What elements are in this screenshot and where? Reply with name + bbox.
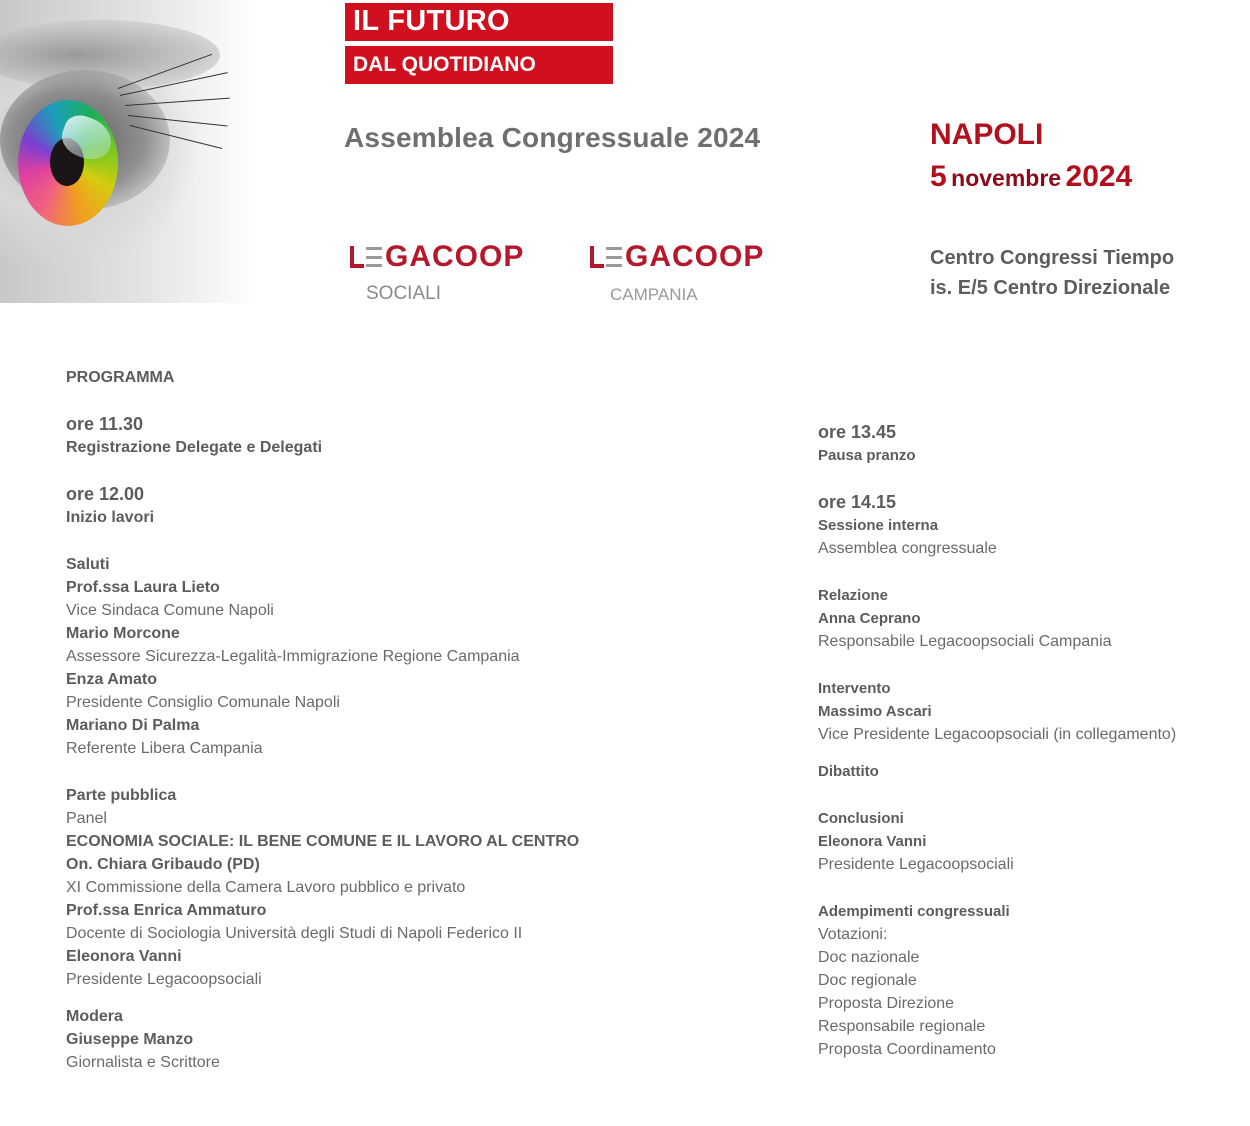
logo-wordmark bbox=[590, 240, 764, 274]
speaker-role: Docente di Sociologia Università degli Studi di Napoli Federico II bbox=[66, 925, 523, 942]
session-sub: Assemblea congressuale bbox=[818, 540, 997, 557]
speaker-name: Massimo Ascari bbox=[818, 703, 932, 720]
speaker-name: Eleonora Vanni bbox=[818, 833, 927, 850]
list-item: Doc nazionale bbox=[818, 949, 920, 966]
time-label: ore 12.00 bbox=[66, 484, 145, 504]
speaker-role: Assessore Sicurezza-Legalità-Immigrazione Regione Campania bbox=[66, 648, 520, 665]
logo-e-bars-icon bbox=[366, 247, 382, 267]
logo-l-glyph bbox=[350, 246, 354, 268]
event-subtitle: Assemblea Congressuale 2024 bbox=[344, 122, 761, 153]
session-label: Sessione interna bbox=[818, 517, 939, 534]
title-banner-line2 bbox=[345, 46, 613, 84]
time-label: ore 14.15 bbox=[818, 492, 897, 512]
program-title: PROGRAMMA bbox=[66, 369, 175, 386]
venue-line-2: is. E/5 Centro Direzionale bbox=[930, 277, 1171, 299]
list-item: Doc regionale bbox=[818, 972, 917, 989]
logo-word-text: GACOOP bbox=[385, 240, 525, 273]
section-heading: Conclusioni bbox=[818, 810, 904, 827]
speaker-name: Anna Ceprano bbox=[818, 610, 921, 627]
session-label: Registrazione Delegate e Delegati bbox=[66, 439, 323, 456]
logo-wordmark bbox=[350, 240, 524, 274]
time-label: ore 11.30 bbox=[66, 414, 144, 434]
speaker-role: Responsabile Legacoopsociali Campania bbox=[818, 633, 1112, 650]
speaker-name: On. Chiara Gribaudo (PD) bbox=[66, 856, 260, 873]
speaker-name: Giuseppe Manzo bbox=[66, 1031, 194, 1048]
date-month: novembre bbox=[951, 165, 1062, 191]
program-left-column bbox=[66, 366, 766, 1074]
speaker-role: Vice Sindaca Comune Napoli bbox=[66, 602, 274, 619]
event-city: NAPOLI bbox=[930, 118, 1044, 151]
logo-l-glyph bbox=[590, 246, 594, 268]
date-year: 2024 bbox=[1065, 160, 1133, 193]
venue-line-1: Centro Congressi Tiempo bbox=[930, 247, 1175, 269]
list-item: Proposta Coordinamento bbox=[818, 1041, 996, 1058]
speaker-role: Vice Presidente Legacoopsociali (in collegamento) bbox=[818, 726, 1177, 743]
banner-text-1: IL FUTURO bbox=[353, 5, 510, 37]
program-right-column bbox=[818, 421, 1238, 1061]
date-day: 5 bbox=[930, 160, 947, 193]
session-label: Inizio lavori bbox=[66, 509, 155, 526]
speaker-name: Eleonora Vanni bbox=[66, 948, 182, 965]
speaker-role: Giornalista e Scrittore bbox=[66, 1054, 220, 1071]
logo-e-bars-icon bbox=[606, 247, 622, 267]
speaker-name: Prof.ssa Laura Lieto bbox=[66, 579, 220, 596]
section-heading: Dibattito bbox=[818, 763, 879, 780]
legacoop-sociali-logo bbox=[350, 240, 525, 304]
speaker-name: Enza Amato bbox=[66, 671, 157, 688]
list-item: Proposta Direzione bbox=[818, 995, 955, 1012]
section-heading: Parte pubblica bbox=[66, 787, 177, 804]
section-heading: Adempimenti congressuali bbox=[818, 903, 1010, 920]
time-label: ore 13.45 bbox=[818, 422, 897, 442]
logo-word-text: GACOOP bbox=[625, 240, 765, 273]
speaker-name: Mariano Di Palma bbox=[66, 717, 200, 734]
section-heading: Modera bbox=[66, 1008, 123, 1025]
title-banner-line1 bbox=[345, 3, 613, 41]
section-heading: Saluti bbox=[66, 556, 110, 573]
section-sub: Panel bbox=[66, 810, 107, 827]
panel-theme: ECONOMIA SOCIALE: IL BENE COMUNE E IL LAVORO AL CENTRO bbox=[66, 833, 580, 850]
eye-image bbox=[0, 0, 320, 303]
speaker-name: Mario Morcone bbox=[66, 625, 180, 642]
speaker-role: Presidente Legacoopsociali bbox=[818, 856, 1014, 873]
list-item: Responsabile regionale bbox=[818, 1018, 986, 1035]
speaker-role: Presidente Consiglio Comunale Napoli bbox=[66, 694, 340, 711]
speaker-role: Presidente Legacoopsociali bbox=[66, 971, 262, 988]
session-label: Pausa pranzo bbox=[818, 447, 916, 464]
section-heading: Intervento bbox=[818, 680, 891, 697]
logo-subtitle: SOCIALI bbox=[366, 283, 441, 304]
banner-text-2: DAL QUOTIDIANO bbox=[353, 53, 536, 76]
event-date bbox=[930, 160, 1132, 194]
legacoop-campania-logo bbox=[590, 240, 765, 304]
list-item: Votazioni: bbox=[818, 926, 888, 943]
section-heading: Relazione bbox=[818, 587, 889, 604]
speaker-role: XI Commissione della Camera Lavoro pubblico e privato bbox=[66, 879, 466, 896]
speaker-role: Referente Libera Campania bbox=[66, 740, 263, 757]
speaker-name: Prof.ssa Enrica Ammaturo bbox=[66, 902, 267, 919]
logo-subtitle: CAMPANIA bbox=[610, 285, 698, 304]
